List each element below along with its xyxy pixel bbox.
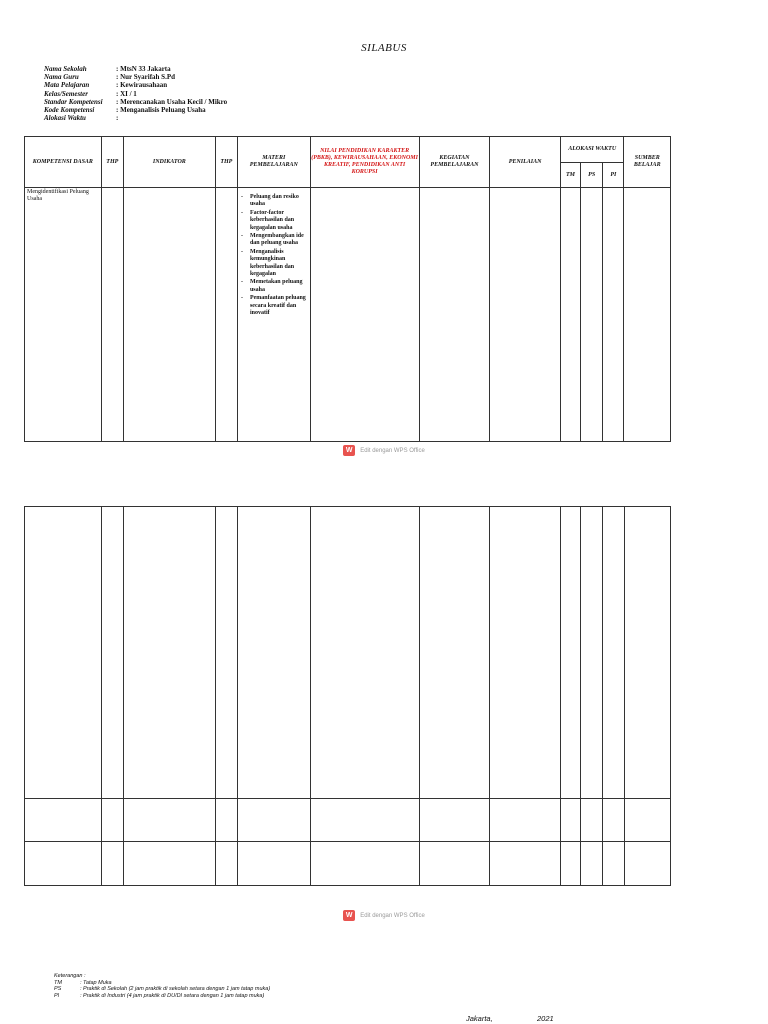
notes-heading: Keterangan :: [54, 973, 86, 979]
info-label: Kode Kompetensi: [44, 106, 95, 115]
cell-empty: [123, 188, 215, 442]
cell-empty: [310, 507, 419, 799]
info-row-standard: [44, 98, 227, 106]
header-thp: THP: [101, 137, 123, 188]
info-value: :: [116, 114, 119, 123]
note-row: [54, 993, 270, 1000]
cell-empty: [101, 188, 123, 442]
cell-empty: [419, 188, 490, 442]
header-penilaian: PENILAIAN: [490, 137, 561, 188]
syllabus-table-page-1: [24, 136, 671, 442]
info-row-school: [44, 65, 227, 73]
cell-empty: [603, 842, 624, 886]
footer-place: Jakarta,: [466, 1014, 493, 1023]
cell-empty: [490, 188, 561, 442]
cell-empty: [581, 842, 603, 886]
note-text: : Praktik di Sekolah (2 jam praktik di sekolah setara dengan 1 jam tatap muka): [80, 986, 271, 993]
header-alokasi-waktu: ALOKASI WAKTU: [560, 137, 624, 163]
note-text: : Tatap Muka: [80, 979, 112, 986]
cell-empty: [560, 842, 580, 886]
cell-empty: [215, 188, 237, 442]
wps-logo-icon: W: [343, 445, 355, 456]
wps-label: Edit dengan WPS Office: [360, 447, 425, 454]
cell-empty: [490, 799, 561, 842]
cell-empty: [581, 188, 603, 442]
info-row-code: [44, 106, 227, 114]
cell-empty: [101, 842, 123, 886]
info-label: Standar Kompetensi: [44, 97, 103, 106]
materi-item: - Mengembangkan ide dan peluang usaha: [250, 233, 310, 248]
cell-empty: [123, 842, 215, 886]
materi-item: - Pemanfaatan peluang secara kreatif dan inovatif: [250, 295, 310, 317]
cell-empty: [419, 799, 490, 842]
header-sumber-belajar: SUMBER BELAJAR: [624, 137, 671, 188]
cell-empty: [624, 799, 670, 842]
cell-empty: [419, 507, 490, 799]
info-row-time: [44, 114, 227, 122]
info-row-teacher: [44, 73, 227, 81]
info-row-class: [44, 90, 227, 98]
header-thp: THP: [215, 137, 237, 188]
cell-empty: [490, 507, 561, 799]
wps-logo-icon: W: [343, 910, 355, 921]
cell-empty: [560, 188, 580, 442]
header-indikator: INDIKATOR: [123, 137, 215, 188]
cell-kompetensi-dasar: Mengidentifikasi Peluang Usaha: [25, 188, 102, 442]
footer-year: 2021: [537, 1014, 554, 1023]
cell-empty: [25, 842, 102, 886]
note-row: [54, 980, 270, 987]
cell-empty: [101, 507, 123, 799]
info-label: Kelas/Semester: [44, 89, 88, 98]
materi-item: - Menganalisis kemungkinan keberhasilan dan kegagalan: [250, 249, 310, 279]
note-key: PS: [54, 986, 62, 993]
info-value: : Kewirausahaan: [116, 81, 168, 90]
cell-empty: [624, 188, 671, 442]
materi-item: - Memetakan peluang usaha: [250, 279, 310, 294]
syllabus-table-page-2: [24, 506, 671, 886]
header-kegiatan: KEGIATAN PEMBELAJARAN: [419, 137, 490, 188]
cell-empty: [624, 842, 670, 886]
info-row-subject: [44, 81, 227, 89]
cell-empty: [123, 799, 215, 842]
materi-item: - Factor-factor keberhasilan dan kegagalan usaha: [250, 210, 310, 232]
materi-list: [238, 194, 310, 318]
info-value: : XI / 1: [116, 89, 137, 98]
info-value: : Nur Syarifah S.Pd: [116, 73, 175, 82]
cell-empty: [123, 507, 215, 799]
page-title: SILABUS: [361, 42, 407, 54]
note-text: : Praktik di Industri (4 jam praktik di DU/DI setara dengan 1 jam tatap muka): [80, 992, 265, 999]
wps-label: Edit dengan WPS Office: [360, 912, 425, 919]
cell-empty: [310, 842, 419, 886]
note-key: TM: [54, 979, 62, 986]
cell-empty: [237, 842, 310, 886]
header-pi: PI: [603, 163, 624, 188]
header-kompetensi-dasar: KOMPETENSI DASAR: [25, 137, 102, 188]
header-nilai-karakter: NILAI PENDIDIKAN KARAKTER (PBKB), KEWIRAUSAHAAN, EKONOMI KREATIF, PENDIDIKAN ANTI KORUPSI: [310, 137, 419, 188]
info-value: : MtsN 33 Jakarta: [116, 65, 171, 73]
cell-empty: [419, 842, 490, 886]
cell-empty: [560, 799, 580, 842]
info-label: Alokasi Waktu: [44, 114, 86, 123]
note-row: [54, 986, 270, 993]
cell-empty: [581, 507, 603, 799]
notes-block: [54, 973, 270, 999]
info-label: Nama Guru: [44, 73, 79, 82]
header-tm: TM: [560, 163, 580, 188]
info-value: : Merencanakan Usaha Kecil / Mikro: [116, 97, 228, 106]
info-value: : Menganalisis Peluang Usaha: [116, 106, 206, 115]
cell-empty: [490, 842, 561, 886]
header-ps: PS: [581, 163, 603, 188]
cell-empty: [101, 799, 123, 842]
cell-empty: [581, 799, 603, 842]
cell-materi: [237, 188, 310, 442]
cell-empty: [603, 507, 624, 799]
cell-empty: [215, 799, 237, 842]
cell-empty: [310, 799, 419, 842]
cell-empty: [603, 799, 624, 842]
cell-empty: [603, 188, 624, 442]
cell-empty: [215, 842, 237, 886]
cell-empty: [624, 507, 670, 799]
identity-block: [44, 65, 227, 122]
wps-watermark[interactable]: [0, 910, 768, 921]
cell-empty: [310, 188, 419, 442]
cell-empty: [560, 507, 580, 799]
cell-empty: [25, 799, 102, 842]
materi-item: - Peluang dan resiko usaha: [250, 194, 310, 209]
cell-empty: [237, 799, 310, 842]
cell-empty: [215, 507, 237, 799]
info-label: Nama Sekolah: [44, 65, 87, 73]
wps-watermark[interactable]: [0, 445, 768, 456]
header-materi: MATERI PEMBELAJARAN: [237, 137, 310, 188]
info-label: Mata Pelajaran: [44, 81, 90, 90]
cell-empty: [25, 507, 102, 799]
note-key: PI: [54, 992, 60, 999]
cell-empty: [237, 507, 310, 799]
